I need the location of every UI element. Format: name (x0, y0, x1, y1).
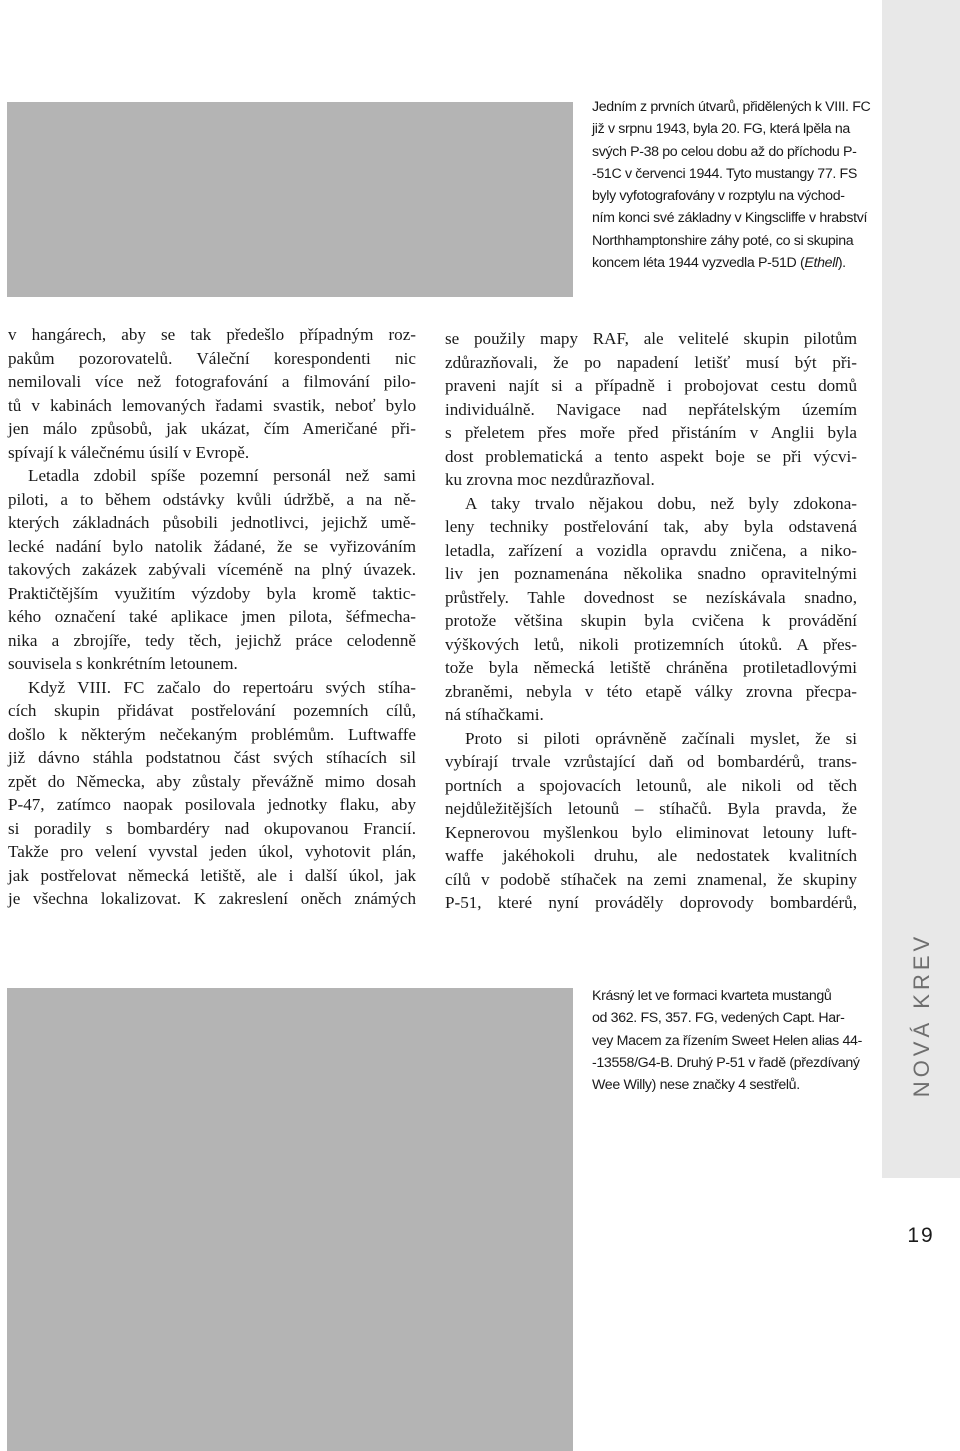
photo-mustangs-dispersal (7, 102, 573, 297)
text-line: vybírají trvale vzrůstající daň od bombardérů, trans- (445, 752, 857, 771)
text-line: ku zrovna moc nezdůrazňoval. (445, 470, 655, 489)
text-line: Letadla zdobil spíše pozemní personál než sami (28, 466, 416, 485)
text-line: Kepnerovou myšlenkou bylo eliminovat letouny luft- (445, 822, 857, 842)
text-line: cích skupin přidávat postřelování pozemních cílů, (8, 701, 416, 720)
text-line: nika a zbrojíře, tedy těch, jejichž práce celodenně (8, 630, 416, 650)
text-line: piloti, a to během odstávky kvůli údržbě, a na ně- (8, 489, 416, 509)
text-line: se použily mapy RAF, ale velitelé skupin pilotům (445, 329, 857, 348)
caption-top (592, 96, 871, 274)
body-text-left-column (8, 323, 416, 911)
text-line: pakům pozorovatelů. Váleční korespondenti nic (8, 348, 416, 368)
caption-line: vey Macem za řízením Sweet Helen alias 44- (592, 1032, 862, 1049)
text-line: zpět do Německa, aby zůstaly převážně mimo dosah (8, 771, 416, 791)
text-line: nejdůležitějších letounů – stíhačů. Byla pravda, že (445, 799, 857, 818)
caption-line: byly vyfotografovány v rozptylu na východ- (592, 188, 845, 205)
text-line: výškových letů, nikoli protizemních útoků. A přes- (445, 634, 857, 654)
text-line: A taky trvalo nějakou dobu, než byly zdokona- (465, 493, 857, 513)
photo-mustang-formation (7, 988, 573, 1451)
body-text-right-column (445, 327, 857, 915)
text-line: zbraněmi, nebyla v této etapě války zrovna přecpa- (445, 681, 857, 701)
text-line: nemilovali více než fotografování a filmování pilo- (8, 372, 416, 391)
text-line: liv jen poznamenána několika snadno opravitelnými (445, 564, 857, 583)
text-line: s přeletem přes moře před přistáním v Anglii byla (445, 423, 857, 442)
text-line: tože byla německá letiště chráněna protiletadlovými (445, 658, 857, 677)
text-line: tů v kabinách lemovaných řadami svastik, neboť bylo (8, 395, 416, 415)
text-line: ná stíhačkami. (445, 705, 544, 724)
text-line: praveni najít si a případně i probojovat cestu domů (445, 376, 857, 395)
caption-line: -13558/G4-B. Druhý P-51 v řadě (přezdívaný (592, 1054, 860, 1071)
text-line: Když VIII. FC začalo do repertoáru svých stíha- (28, 677, 416, 697)
caption-line: svých P-38 po celou dobu až do příchodu P- (592, 143, 857, 160)
text-line: protože většina skupin byla cvičena k provádění (445, 611, 857, 630)
caption-line: již v srpnu 1943, byla 20. FG, která lpěla na (592, 121, 850, 138)
caption-line: Jedním z prvních útvarů, přidělených k VIII. FC (592, 99, 871, 115)
text-line: leny techniky postřelování tak, aby byla odstavená (445, 517, 857, 536)
text-line: dost problematická a tento aspekt boje se při výcvi- (445, 446, 857, 466)
caption-line: koncem léta 1944 vyzvedla P-51D (Ethell). (592, 255, 846, 272)
text-line: Takže pro velení vyvstal jeden úkol, vyhotovit plán, (8, 842, 416, 861)
text-line: Proto si piloti oprávněně začínali myslet, že si (465, 728, 857, 748)
text-line: lecké nadání bylo natolik žádané, že se vyřizováním (8, 536, 416, 556)
text-line: P-47, zatímco naopak posilovala jednotky flaku, aby (8, 795, 416, 814)
text-line: již dávno stáhla podstatnou část svých stíhacích sil (8, 748, 416, 767)
text-line: waffe jakéhokoli druhu, ale nedostatek kvalitních (445, 846, 857, 865)
text-line: letadla, zařízení a vozidla opravdu zničena, a niko- (445, 540, 857, 560)
caption-line: Krásný let ve formaci kvarteta mustangů (592, 988, 832, 1004)
text-line: jak postřelovat německá letiště, ale i další úkol, jak (8, 865, 416, 885)
text-line: v hangárech, aby se tak předešlo případným roz- (8, 325, 416, 344)
text-line: došlo k některým nečekaným problémům. Luftwaffe (8, 724, 416, 744)
text-line: průstřely. Tahle dovednost se nezískávala snadno, (445, 587, 857, 607)
text-line: spívají k válečnému úsilí v Evropě. (8, 442, 250, 462)
text-line: individuálně. Navigace nad nepřátelským územím (445, 399, 857, 419)
section-label-text: NOVÁ KREV (909, 932, 934, 1098)
text-line: kého označení také aplikace jmen pilota, šéfmecha- (8, 607, 416, 626)
text-line: Praktičtějším využitím výzdoby byla kromě taktic- (8, 583, 416, 603)
text-line: cílů v podobě stíhaček na zemi znamenal, že skupiny (445, 869, 857, 889)
page-number: 19 (907, 1224, 935, 1247)
caption-bottom (592, 985, 862, 1096)
caption-line: ním konci své základny v Kingscliffe v hrabství (592, 210, 868, 227)
caption-line: Wee Willy) nese značky 4 sestřelů. (592, 1077, 800, 1094)
caption-line: Northhamptonshire záhy poté, co si skupina (592, 232, 854, 249)
section-label (900, 930, 944, 1100)
text-line: portních a spojovacích letounů, ale nikoli od těch (445, 775, 857, 795)
text-line: je všechna lokalizovat. K zakreslení oněch známých (8, 889, 416, 908)
text-line: jen málo způsobů, jak ukázat, čím Američané při- (8, 419, 416, 438)
caption-line: -51C v červenci 1944. Tyto mustangy 77. FS (592, 165, 857, 182)
text-line: zdůrazňovali, že po napadení letišť musí být při- (445, 352, 857, 372)
text-line: takových zakázek zabývali víceméně na plný úvazek. (8, 560, 416, 579)
text-line: souvisela s konkrétním letounem. (8, 654, 238, 673)
text-line: P-51, které nyní prováděly doprovody bombardérů, (445, 893, 857, 912)
text-line: si poradily s bombardéry nad okupovanou Francií. (8, 818, 416, 838)
text-line: kterých základnách působili jednotlivci, jejichž umě- (8, 513, 416, 532)
caption-line: od 362. FS, 357. FG, vedených Capt. Har- (592, 1010, 845, 1027)
